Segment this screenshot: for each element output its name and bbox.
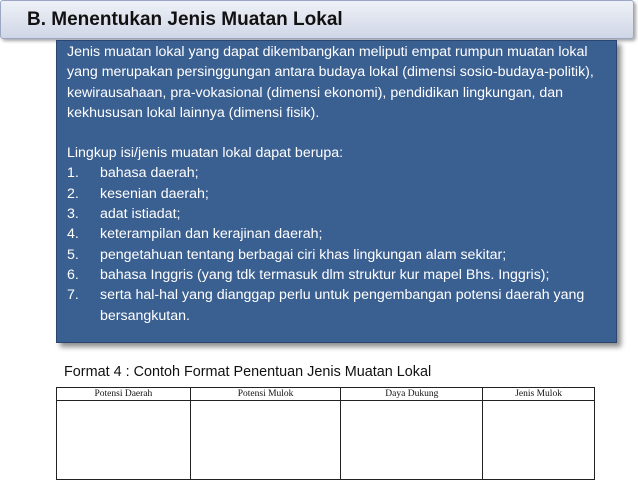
column-header-potensi-mulok: Potensi Mulok [190,388,341,401]
list-item-number: 4. [67,226,79,243]
column-header-potensi-daerah: Potensi Daerah [57,388,191,401]
table-cell [483,401,595,480]
list-item-text: kesenian daerah; [100,185,209,202]
section-header [0,0,634,39]
list-item-text: bahasa Inggris (yang tdk termasuk dlm struktur kur mapel Bhs. Inggris); [100,266,550,283]
list-item-number: 7. [67,287,79,304]
section-title: B. Menentukan Jenis Muatan Lokal [27,9,343,30]
list-item-text: bahasa daerah; [100,165,199,182]
list-item [67,224,616,244]
format-caption: Format 4 : Contoh Format Penentuan Jenis Muatan Lokal [64,364,432,380]
scope-title: Lingkup isi/jenis muatan lokal dapat berupa: [67,145,344,162]
table-cell [341,401,483,480]
list-item-number: 3. [67,206,79,223]
list-item-text: pengetahuan tentang berbagai ciri khas lingkungan alam sekitar; [100,246,507,263]
list-item-text: serta hal-hal yang dianggap perlu untuk pengembangan potensi daerah yang bersangkutan. [100,287,585,324]
intro-paragraph: Jenis muatan lokal yang dapat dikembangkan meliputi empat rumpun muatan lokal yang merupakan persinggungan antara budaya lokal (dimensi sosio-budaya-politik), kewirausahaan, pra-vokasional (dimensi ekonomi), pendidikan lingkungan, dan kekhususan lokal lainnya (dimensi fisik). [67,44,594,121]
format-table [56,387,595,480]
list-item [67,204,616,224]
table-header-row [57,388,595,401]
list-item-text: adat istiadat; [100,206,181,223]
list-item-number: 1. [67,165,79,182]
list-item [67,163,616,183]
list-item [67,184,616,204]
list-item [67,245,616,265]
content-box [56,40,617,343]
column-header-jenis-mulok: Jenis Mulok [483,388,595,401]
list-item [67,285,616,326]
table-cell [57,401,191,480]
scope-list [67,163,616,325]
list-item-text: keterampilan dan kerajinan daerah; [100,226,323,243]
paragraph-gap [67,123,616,143]
list-item-number: 2. [67,185,79,202]
list-item-number: 5. [67,246,79,263]
table-cell [190,401,341,480]
list-item-number: 6. [67,266,79,283]
column-header-daya-dukung: Daya Dukung [341,388,483,401]
table-row [57,401,595,480]
list-item [67,265,616,285]
